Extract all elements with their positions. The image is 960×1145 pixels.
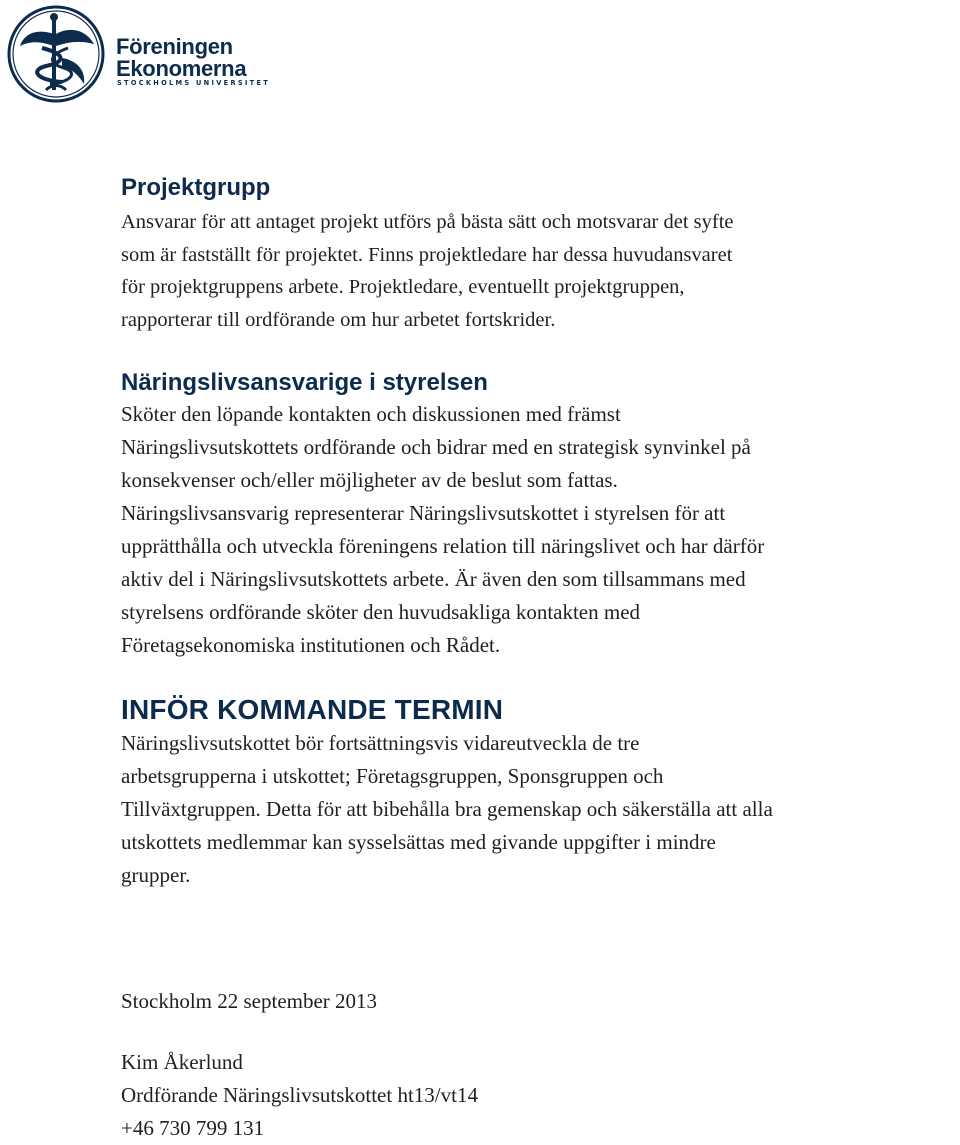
- logo-subline: STOCKHOLMS UNIVERSITET: [117, 79, 271, 87]
- logo-line-1: Föreningen: [116, 34, 233, 59]
- signature-phone: +46 730 799 131: [121, 1116, 265, 1140]
- signature-name: Kim Åkerlund: [121, 1050, 243, 1074]
- place-and-date: Stockholm 22 september 2013: [121, 989, 378, 1013]
- section-heading: INFÖR KOMMANDE TERMIN: [121, 694, 504, 725]
- section-heading: Näringslivsansvarige i styrelsen: [121, 369, 488, 396]
- section-paragraph: Sköter den löpande kontakten och diskussionen med främst Näringslivsutskottets ordförande och bidrar med en strategisk synvinkel på konsekvenser och/eller möjligheter av de beslut som fattas. Näringslivsansvarig representerar Näringslivsutskottet i styrelsen för att upprätthålla och utveckla föreningens relation till näringslivet och har därför aktiv del i Näringslivsutskottets arbete. Är även den som tillsammans med styrelsens ordförande sköter den huvudsakliga kontakten med Företagsekonomiska institutionen och Rådet.: [121, 402, 765, 657]
- organization-logo: [6, 4, 271, 104]
- section-infor-kommande-termin: [121, 693, 773, 892]
- section-paragraph: Näringslivsutskottet bör fortsättningsvis vidareutveckla de tre arbetsgrupperna i utskottet; Företagsgruppen, Sponsgruppen och Tillväxtgruppen. Detta för att bibehålla bra gemenskap och säkerställa att alla utskottets medlemmar kan sysselsättas med givande uppgifter i mindre grupper.: [121, 731, 773, 887]
- section-naringslivsansvarige: [121, 368, 764, 662]
- section-heading: Projektgrupp: [121, 174, 271, 201]
- signature-title: Ordförande Näringslivsutskottet ht13/vt14: [121, 1083, 478, 1107]
- logo-line-2: Ekonomerna: [116, 56, 247, 81]
- signature-block: [121, 1046, 478, 1145]
- section-projektgrupp: [121, 170, 734, 336]
- caduceus-emblem-icon: [6, 4, 106, 104]
- section-paragraph: Ansvarar för att antaget projekt utförs på bästa sätt och motsvarar det syfte som är fastställt för projektet. Finns projektledare har dessa huvudansvaret för projektgruppens arbete. Projektledare, eventuellt projektgruppen, rapporterar till ordförande om hur arbetet fortskrider.: [121, 211, 734, 331]
- logo-wordmark: [116, 36, 246, 80]
